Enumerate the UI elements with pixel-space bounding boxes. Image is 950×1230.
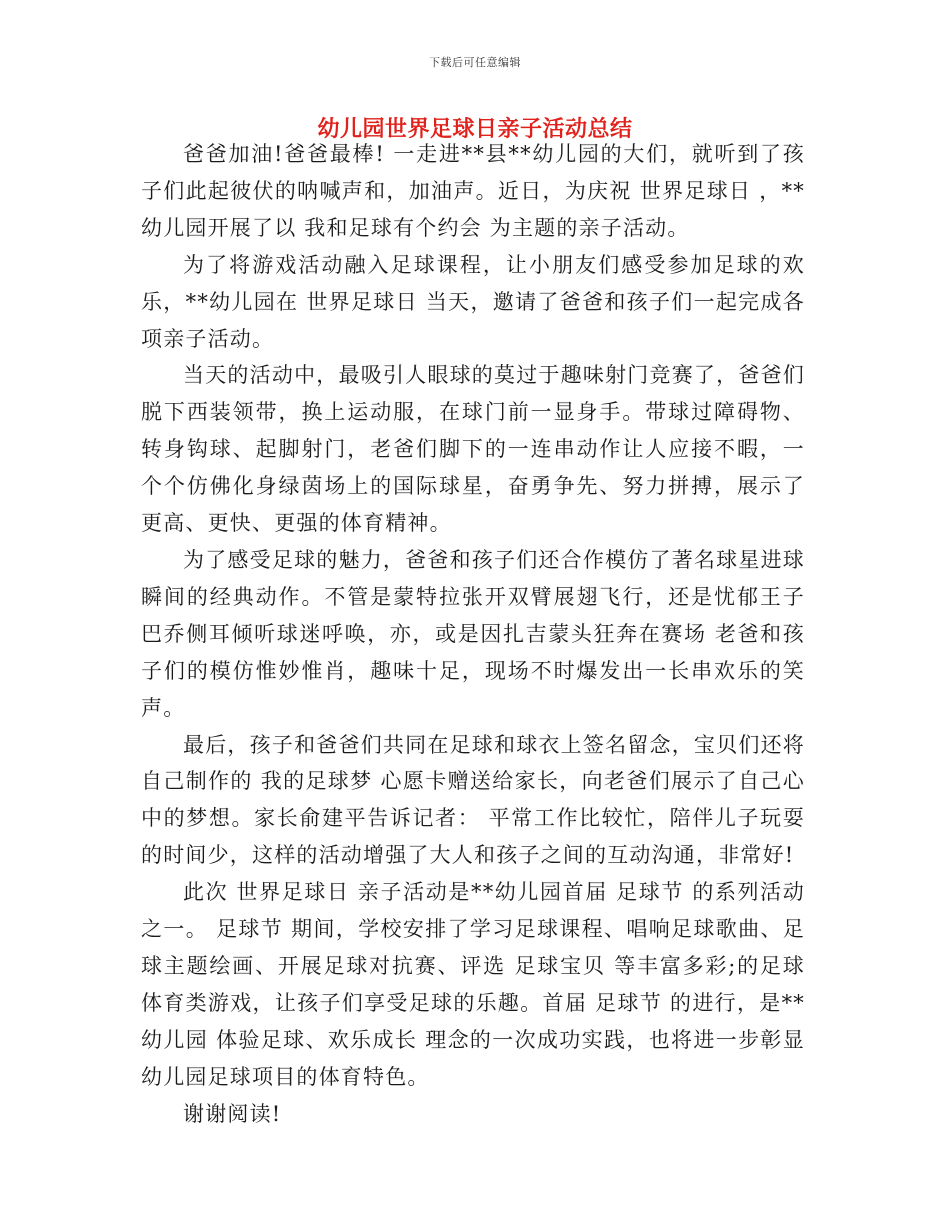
- closing-line: 谢谢阅读!: [183, 1101, 282, 1126]
- paragraph-6: 此次 世界足球日 亲子活动是**幼儿园首届 足球节 的系列活动之一。 足球节 期间，学校安排了学习足球课程、唱响足球歌曲、足球主题绘画、开展足球对抗赛、评选 足球宝贝 等丰富多彩;的足球体育类游戏，让孩子们享受足球的乐趣。首届 足球节 的进行，是**幼儿园 体验足球、欢乐成长 理念的一次成功实践，也将进一步彰显幼儿园足球项目的体育特色。: [141, 880, 805, 1089]
- paragraph-5: 最后，孩子和爸爸们共同在足球和球衣上签名留念，宝贝们还将自己制作的 我的足球梦 心愿卡赠送给家长，向老爸们展示了自己心中的梦想。家长俞建平告诉记者： 平常工作比较忙，陪伴儿子玩耍的时间少，这样的活动增强了大人和孩子之间的互动沟通，非常好!: [141, 732, 805, 868]
- paragraph-4: 为了感受足球的魅力，爸爸和孩子们还合作模仿了著名球星进球瞬间的经典动作。不管是蒙特拉张开双臂展翅飞行，还是忧郁王子巴乔侧耳倾听球迷呼唤，亦，或是因扎吉蒙头狂奔在赛场 老爸和孩子们的模仿惟妙惟肖，趣味十足，现场不时爆发出一长串欢乐的笑声。: [141, 547, 805, 720]
- paragraph-2: 为了将游戏活动融入足球课程，让小朋友们感受参加足球的欢乐，**幼儿园在 世界足球日 当天，邀请了爸爸和孩子们一起完成各项亲子活动。: [141, 252, 805, 351]
- document-title: 幼儿园世界足球日亲子活动总结: [317, 117, 633, 142]
- header-note: 下载后可任意编辑: [429, 56, 521, 69]
- document-body: [141, 136, 805, 1132]
- paragraph-3: 当天的活动中，最吸引人眼球的莫过于趣味射门竞赛了，爸爸们脱下西装领带，换上运动服，在球门前一显身手。带球过障碍物、转身钩球、起脚射门，老爸们脚下的一连串动作让人应接不暇，一个个仿佛化身绿茵场上的国际球星，奋勇争先、努力拼搏，展示了更高、更快、更强的体育精神。: [141, 363, 805, 536]
- paragraph-1: 爸爸加油!爸爸最棒! 一走进**县**幼儿园的大们，就听到了孩子们此起彼伏的呐喊声和，加油声。近日，为庆祝 世界足球日 ，**幼儿园开展了以 我和足球有个约会 为主题的亲子活动。: [141, 142, 805, 240]
